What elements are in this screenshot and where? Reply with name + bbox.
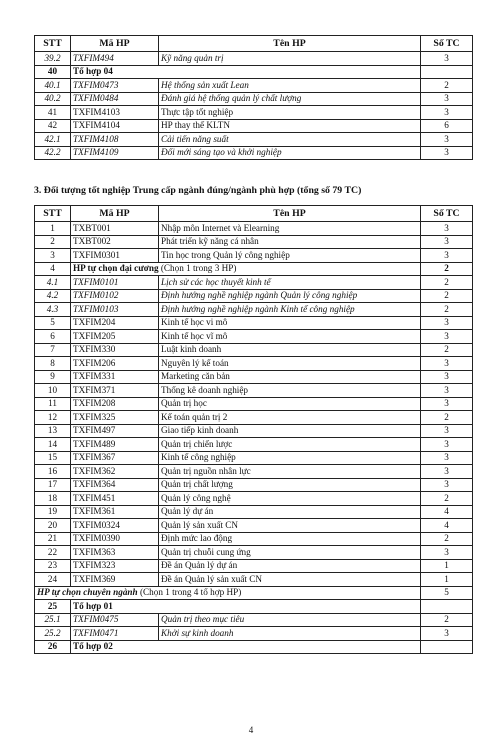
cell-stt: 22 [35, 546, 71, 560]
table-row [35, 316, 473, 330]
cell-so-tc: 3 [421, 316, 473, 330]
cell-group-note: (Chọn 1 trong 3 HP) [158, 263, 237, 274]
cell-ma-hp: TXFIM363 [71, 546, 159, 560]
header-ten-hp: Tên HP [159, 206, 421, 222]
cell-elective-group [35, 586, 421, 600]
table-row [35, 438, 473, 452]
cell-ten-hp: Kế toán quản trị 2 [159, 411, 421, 425]
table-row [35, 546, 473, 560]
table-row [35, 303, 473, 317]
table-row [35, 384, 473, 398]
table-row [35, 505, 473, 519]
table-row [35, 627, 473, 641]
cell-stt: 16 [35, 465, 71, 479]
cell-stt: 2 [35, 235, 71, 249]
cell-so-tc: 2 [421, 289, 473, 303]
cell-ma-hp: TXFIM4108 [71, 133, 159, 147]
header-ten-hp: Tên HP [159, 36, 421, 52]
cell-group-name: Tổ hợp 02 [71, 640, 421, 654]
table-row [35, 465, 473, 479]
cell-ma-hp: TXFIM367 [71, 451, 159, 465]
cell-ten-hp: Thống kê doanh nghiệp [159, 384, 421, 398]
cell-ten-hp: Quản trị chất lượng [159, 478, 421, 492]
cell-ten-hp: Quản trị theo mục tiêu [159, 613, 421, 627]
table-row [35, 235, 473, 249]
cell-ten-hp: Giao tiếp kinh doanh [159, 424, 421, 438]
table-header-row [35, 36, 473, 52]
cell-stt: 42 [35, 119, 71, 133]
cell-ma-hp: TXFIM205 [71, 330, 159, 344]
table-row [35, 119, 473, 133]
cell-group-bold: HP tự chọn đại cương [73, 263, 159, 274]
cell-elective-group [71, 262, 421, 276]
cell-so-tc: 3 [421, 627, 473, 641]
cell-ma-hp: TXFIM208 [71, 397, 159, 411]
cell-ten-hp: Định hướng nghề nghiệp ngành Kinh tế công nghiệp [159, 303, 421, 317]
cell-ten-hp: Định hướng nghề nghiệp ngành Quản lý công nghiệp [159, 289, 421, 303]
cell-stt: 15 [35, 451, 71, 465]
table-row [35, 451, 473, 465]
header-ma-hp: Mã HP [71, 36, 159, 52]
cell-ma-hp: TXFIM0484 [71, 92, 159, 106]
table-row [35, 106, 473, 120]
header-ma-hp: Mã HP [71, 206, 159, 222]
cell-so-tc: 2 [421, 613, 473, 627]
cell-ten-hp: Thực tập tốt nghiệp [159, 106, 421, 120]
table-row [35, 600, 473, 614]
cell-ten-hp: Đề án Quản lý dự án [159, 559, 421, 573]
cell-so-tc: 3 [421, 235, 473, 249]
cell-so-tc: 1 [421, 559, 473, 573]
section-3-heading: 3. Đối tượng tốt nghiệp Trung cấp ngành đúng/ngành phù hợp (tổng số 79 TC) [34, 185, 362, 196]
cell-ten-hp: HP thay thế KLTN [159, 119, 421, 133]
cell-ma-hp: TXFIM0475 [71, 613, 159, 627]
cell-so-tc: 3 [421, 133, 473, 147]
header-so-tc: Số TC [421, 206, 473, 222]
table-row [35, 133, 473, 147]
cell-stt: 14 [35, 438, 71, 452]
cell-so-tc: 2 [421, 411, 473, 425]
cell-ten-hp: Phát triển kỹ năng cá nhân [159, 235, 421, 249]
table-row [35, 370, 473, 384]
cell-stt: 42.2 [35, 146, 71, 160]
cell-so-tc: 3 [421, 146, 473, 160]
cell-stt: 18 [35, 492, 71, 506]
cell-stt: 21 [35, 532, 71, 546]
cell-stt: 3 [35, 249, 71, 263]
cell-stt: 42.1 [35, 133, 71, 147]
cell-ten-hp: Quản lý dự án [159, 505, 421, 519]
cell-group-name: Tổ hợp 01 [71, 600, 421, 614]
cell-ten-hp: Đánh giá hệ thống quản lý chất lượng [159, 92, 421, 106]
table-row [35, 222, 473, 236]
cell-group-name: Tổ hợp 04 [71, 65, 421, 79]
cell-ten-hp: Luật kinh doanh [159, 343, 421, 357]
table-row [35, 492, 473, 506]
cell-ten-hp: Định mức lao động [159, 532, 421, 546]
cell-so-tc: 3 [421, 357, 473, 371]
cell-so-tc [421, 640, 473, 654]
cell-ma-hp: TXFIM0471 [71, 627, 159, 641]
cell-ma-hp: TXBT002 [71, 235, 159, 249]
table-row [35, 357, 473, 371]
cell-stt: 41 [35, 106, 71, 120]
cell-stt: 10 [35, 384, 71, 398]
cell-ten-hp: Quản trị chuỗi cung ứng [159, 546, 421, 560]
cell-ma-hp: TXFIM0103 [71, 303, 159, 317]
cell-so-tc: 3 [421, 465, 473, 479]
cell-stt: 24 [35, 573, 71, 587]
cell-ten-hp: Đề án Quản lý sản xuất CN [159, 573, 421, 587]
header-stt: STT [35, 206, 71, 222]
cell-so-tc: 2 [421, 303, 473, 317]
table-row [35, 559, 473, 573]
cell-ma-hp: TXFIM489 [71, 438, 159, 452]
cell-ma-hp: TXBT001 [71, 222, 159, 236]
cell-so-tc: 3 [421, 478, 473, 492]
table-header-row [35, 206, 473, 222]
cell-ma-hp: TXFIM323 [71, 559, 159, 573]
cell-ma-hp: TXFIM0301 [71, 249, 159, 263]
cell-ma-hp: TXFIM4109 [71, 146, 159, 160]
cell-ten-hp: Tin học trong Quản lý công nghiệp [159, 249, 421, 263]
table-row [35, 411, 473, 425]
cell-so-tc: 3 [421, 249, 473, 263]
cell-group-bold: HP tự chọn chuyên ngành [37, 587, 138, 598]
cell-stt: 25.2 [35, 627, 71, 641]
cell-so-tc [421, 600, 473, 614]
cell-ten-hp: Kỹ năng quản trị [159, 52, 421, 66]
cell-so-tc: 2 [421, 343, 473, 357]
table-row [35, 573, 473, 587]
cell-ten-hp: Quản lý sản xuất CN [159, 519, 421, 533]
cell-ma-hp: TXFIM0390 [71, 532, 159, 546]
cell-ma-hp: TXFIM497 [71, 424, 159, 438]
cell-ma-hp: TXFIM204 [71, 316, 159, 330]
page-number: 4 [248, 725, 254, 735]
cell-ten-hp: Đổi mới sáng tạo và khởi nghiệp [159, 146, 421, 160]
cell-ma-hp: TXFIM494 [71, 52, 159, 66]
cell-ma-hp: TXFIM361 [71, 505, 159, 519]
cell-ten-hp: Kinh tế học vi mô [159, 316, 421, 330]
table-row [35, 613, 473, 627]
cell-stt: 20 [35, 519, 71, 533]
cell-so-tc: 3 [421, 424, 473, 438]
table-row [35, 289, 473, 303]
cell-so-tc: 1 [421, 573, 473, 587]
table-row [35, 424, 473, 438]
header-stt: STT [35, 36, 71, 52]
cell-so-tc: 2 [421, 276, 473, 290]
cell-stt: 19 [35, 505, 71, 519]
cell-ma-hp: TXFIM0324 [71, 519, 159, 533]
table-row [35, 52, 473, 66]
cell-ten-hp: Nguyên lý kế toán [159, 357, 421, 371]
cell-stt: 1 [35, 222, 71, 236]
cell-ma-hp: TXFIM362 [71, 465, 159, 479]
table-row [35, 249, 473, 263]
cell-ma-hp: TXFIM0473 [71, 79, 159, 93]
cell-ten-hp: Marketing căn bản [159, 370, 421, 384]
cell-ma-hp: TXFIM364 [71, 478, 159, 492]
table-row [35, 276, 473, 290]
cell-so-tc: 2 [421, 79, 473, 93]
cell-so-tc: 3 [421, 438, 473, 452]
cell-so-tc [421, 65, 473, 79]
cell-stt: 25 [35, 600, 71, 614]
cell-ma-hp: TXFIM4104 [71, 119, 159, 133]
cell-ten-hp: Quản trị chiến lược [159, 438, 421, 452]
table-row [35, 92, 473, 106]
table-row [35, 586, 473, 600]
table-section-3 [34, 205, 473, 654]
table-row [35, 343, 473, 357]
cell-ma-hp: TXFIM451 [71, 492, 159, 506]
cell-so-tc: 3 [421, 106, 473, 120]
cell-so-tc: 3 [421, 451, 473, 465]
cell-stt: 4 [35, 262, 71, 276]
table-row [35, 146, 473, 160]
table-row [35, 65, 473, 79]
cell-ma-hp: TXFIM371 [71, 384, 159, 398]
cell-so-tc: 6 [421, 119, 473, 133]
cell-stt: 26 [35, 640, 71, 654]
cell-so-tc: 3 [421, 52, 473, 66]
cell-stt: 13 [35, 424, 71, 438]
cell-stt: 9 [35, 370, 71, 384]
cell-so-tc: 3 [421, 92, 473, 106]
cell-ma-hp: TXFIM330 [71, 343, 159, 357]
cell-so-tc: 2 [421, 492, 473, 506]
cell-stt: 4.2 [35, 289, 71, 303]
cell-stt: 39.2 [35, 52, 71, 66]
cell-stt: 5 [35, 316, 71, 330]
cell-stt: 40.1 [35, 79, 71, 93]
cell-stt: 4.3 [35, 303, 71, 317]
table-row [35, 262, 473, 276]
table-row [35, 478, 473, 492]
cell-stt: 7 [35, 343, 71, 357]
cell-stt: 40.2 [35, 92, 71, 106]
cell-ten-hp: Quản trị học [159, 397, 421, 411]
header-so-tc: Số TC [421, 36, 473, 52]
table-row [35, 519, 473, 533]
cell-ten-hp: Kinh tế học vĩ mô [159, 330, 421, 344]
cell-stt: 11 [35, 397, 71, 411]
cell-ten-hp: Quản lý công nghệ [159, 492, 421, 506]
cell-so-tc: 3 [421, 370, 473, 384]
table-row [35, 79, 473, 93]
cell-ma-hp: TXFIM369 [71, 573, 159, 587]
cell-stt: 25.1 [35, 613, 71, 627]
cell-stt: 17 [35, 478, 71, 492]
cell-group-note: (Chọn 1 trong 4 tổ hợp HP) [137, 587, 242, 598]
cell-so-tc: 3 [421, 397, 473, 411]
table-continuation [34, 35, 473, 160]
cell-so-tc: 5 [421, 586, 473, 600]
cell-so-tc: 3 [421, 546, 473, 560]
cell-ten-hp: Kinh tế công nghiệp [159, 451, 421, 465]
cell-ten-hp: Khởi sự kinh doanh [159, 627, 421, 641]
cell-stt: 8 [35, 357, 71, 371]
cell-so-tc: 3 [421, 384, 473, 398]
cell-stt: 6 [35, 330, 71, 344]
table-row [35, 330, 473, 344]
cell-so-tc: 2 [421, 262, 473, 276]
cell-ma-hp: TXFIM4103 [71, 106, 159, 120]
cell-ten-hp: Lịch sử các học thuyết kinh tế [159, 276, 421, 290]
cell-stt: 12 [35, 411, 71, 425]
cell-ten-hp: Nhập môn Internet và Elearning [159, 222, 421, 236]
cell-ma-hp: TXFIM206 [71, 357, 159, 371]
cell-ma-hp: TXFIM331 [71, 370, 159, 384]
cell-stt: 40 [35, 65, 71, 79]
cell-stt: 4.1 [35, 276, 71, 290]
cell-so-tc: 3 [421, 330, 473, 344]
table-row [35, 640, 473, 654]
cell-stt: 23 [35, 559, 71, 573]
cell-so-tc: 2 [421, 532, 473, 546]
table-row [35, 397, 473, 411]
cell-ma-hp: TXFIM0102 [71, 289, 159, 303]
cell-so-tc: 4 [421, 519, 473, 533]
cell-ten-hp: Quản trị nguồn nhân lực [159, 465, 421, 479]
cell-ten-hp: Hệ thống sản xuất Lean [159, 79, 421, 93]
cell-so-tc: 3 [421, 222, 473, 236]
table-row [35, 532, 473, 546]
cell-ma-hp: TXFIM325 [71, 411, 159, 425]
cell-so-tc: 4 [421, 505, 473, 519]
cell-ma-hp: TXFIM0101 [71, 276, 159, 290]
cell-ten-hp: Cải tiến năng suất [159, 133, 421, 147]
